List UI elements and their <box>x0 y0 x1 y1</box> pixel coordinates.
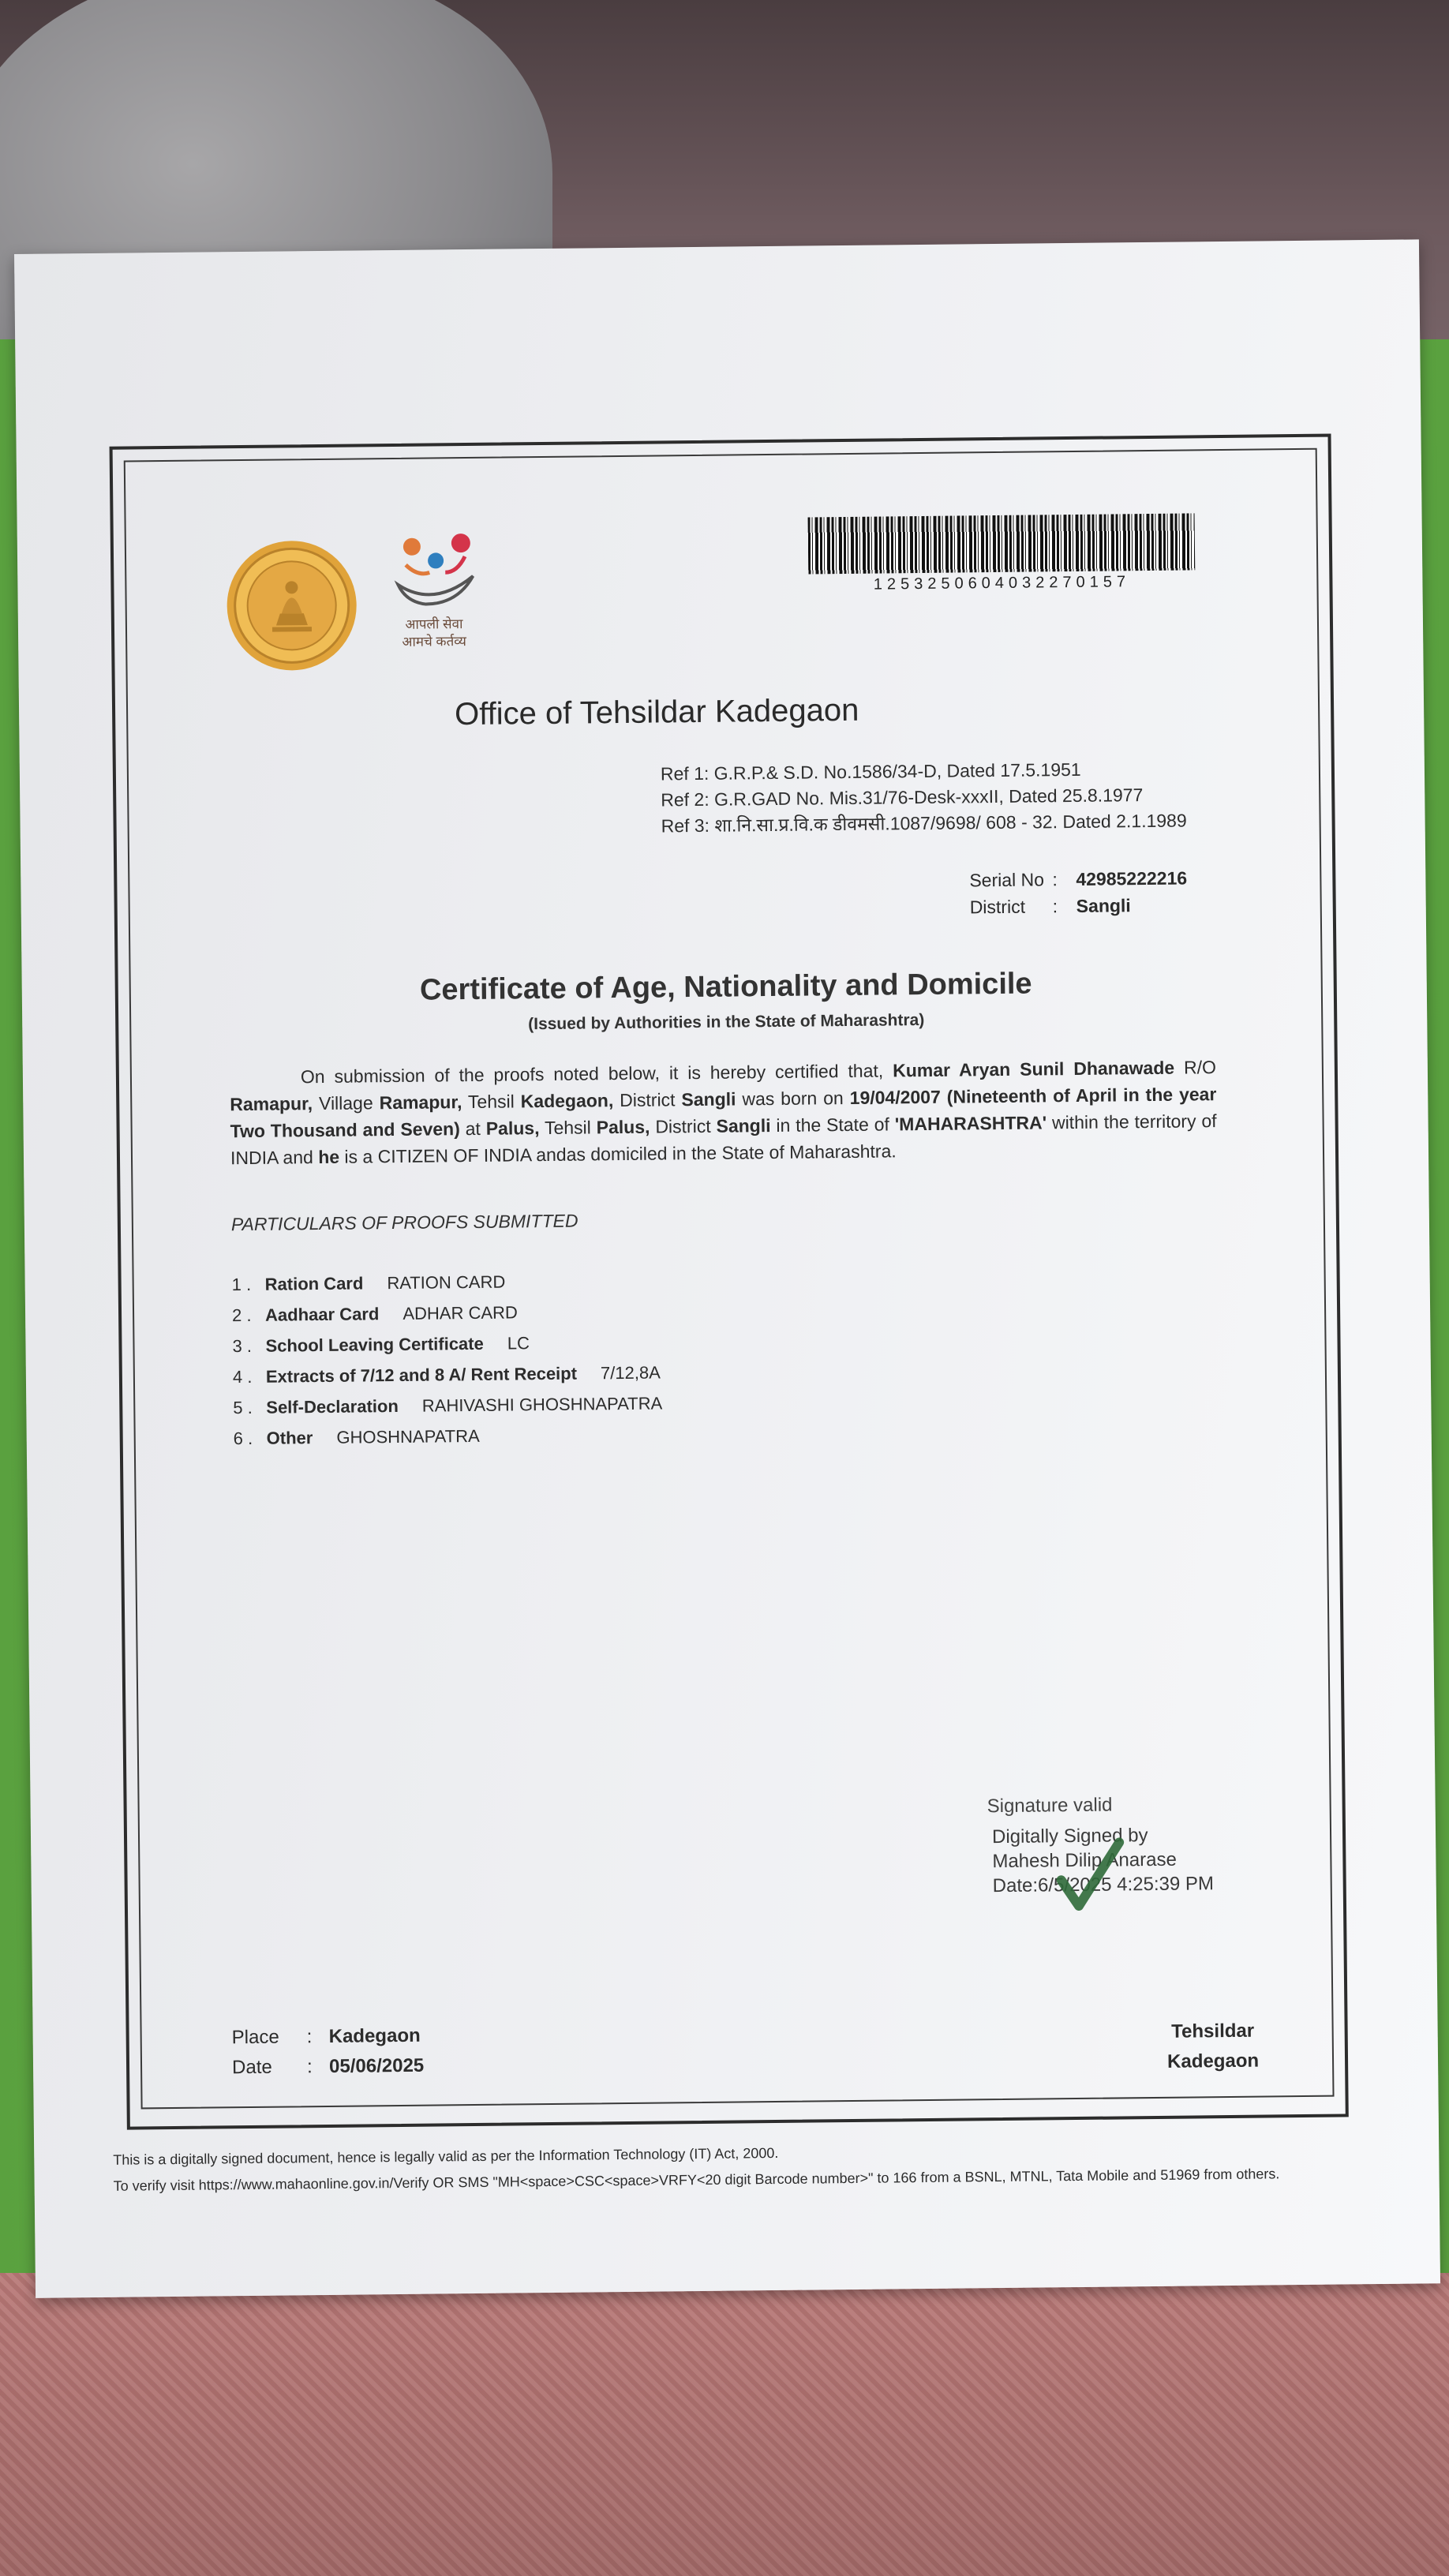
date-of-birth: 19/04/2007 (Nineteenth of April in the year Two Thousand and Seven) <box>230 1084 1217 1142</box>
signatory-block <box>1166 2016 1259 2077</box>
body-text-11: within the territory of INDIA and <box>230 1110 1217 1169</box>
seva-slogan <box>383 616 485 651</box>
body-text-1: On submission of the proofs noted below, it is hereby certified that, <box>300 1060 884 1088</box>
proof-item <box>232 1295 661 1331</box>
proof-value: ADHAR CARD <box>402 1302 518 1324</box>
proof-label: Ration Card <box>264 1273 364 1294</box>
certificate-title: Certificate of Age, Nationality and Domicile <box>419 967 1032 1007</box>
tehsil: Kadegaon, <box>520 1090 614 1112</box>
certificate-border <box>110 434 1349 2130</box>
proofs-heading: PARTICULARS OF PROOFS SUBMITTED <box>230 1210 578 1235</box>
proof-number: 1 . <box>231 1274 252 1295</box>
proof-label: Other <box>266 1428 313 1448</box>
resident-of: Ramapur, <box>230 1093 313 1115</box>
proof-number: 5 . <box>233 1397 253 1418</box>
proof-label: Extracts of 7/12 and 8 A/ Rent Receipt <box>265 1363 578 1387</box>
seva-slogan-line1: आपली सेवा <box>405 616 463 632</box>
district-label: District <box>969 896 1026 918</box>
office-title: Office of Tehsildar Kadegaon <box>454 692 859 732</box>
footer-verify-line: To verify visit https://www.mahaonline.gov.in/Verify OR SMS "MH<space>CSC<space>VRFY<20 digit Barcode number>" to 166 from a BSNL, MTNL, Tata Mobile and 51969 from others. <box>113 2166 1280 2194</box>
signature-line-2: Mahesh Dilip Anarase <box>992 1848 1177 1873</box>
serial-district-block <box>969 864 1187 920</box>
body-text-5: District <box>620 1089 676 1111</box>
verification-footer <box>113 2134 1408 2200</box>
body-text-6: was born on <box>742 1088 844 1110</box>
reference-3: Ref 3: शा.नि.सा.प्र.वि.क डीवमसी.1087/9698/ 608 - 32. Dated 2.1.1989 <box>661 810 1187 837</box>
separator: : <box>1052 896 1058 917</box>
holder-name: Kumar Aryan Sunil Dhanawade <box>893 1057 1175 1081</box>
references <box>661 755 1187 839</box>
proof-value: 7/12,8A <box>600 1362 661 1383</box>
reference-1: Ref 1: G.R.P.& S.D. No.1586/34-D, Dated 17.5.1951 <box>660 758 1081 784</box>
date-value: 05/06/2025 <box>328 2054 425 2077</box>
proof-number: 2 . <box>231 1305 252 1326</box>
background-cloth <box>0 2273 1449 2576</box>
certificate-subtitle: (Issued by Authorities in the State of Maharashtra) <box>528 1010 925 1034</box>
body-text-10: in the State of <box>776 1114 889 1136</box>
proof-value: GHOSHNAPATRA <box>336 1425 480 1447</box>
serial-row <box>969 864 1187 893</box>
serial-value: 42985222216 <box>1076 867 1188 889</box>
place-date-block <box>231 2021 424 2084</box>
date-label: Date <box>231 2056 272 2079</box>
pronoun: he <box>318 1146 340 1168</box>
proof-label: Self-Declaration <box>266 1395 399 1417</box>
separator: : <box>1052 869 1058 890</box>
signature-line-3: Date:6/5/2025 4:25:39 PM <box>992 1873 1215 1897</box>
certificate-body <box>230 1054 1217 1171</box>
signature-line-1: Digitally Signed by <box>991 1825 1148 1848</box>
proof-value: LC <box>507 1333 530 1354</box>
place-value: Kadegaon <box>328 2024 421 2047</box>
proof-value: RAHIVASHI GHOSHNAPATRA <box>421 1393 663 1416</box>
place-label: Place <box>231 2026 279 2049</box>
body-text-4: Tehsil <box>467 1091 515 1113</box>
separator: : <box>306 2056 313 2078</box>
district-value: Sangli <box>1076 895 1131 916</box>
village: Ramapur, <box>379 1091 462 1114</box>
seva-slogan-line2: आमचे कर्तव्य <box>402 634 467 650</box>
place-row <box>231 2021 424 2054</box>
barcode <box>808 513 1196 574</box>
footer-legal-line: This is a digitally signed document, hence is legally valid as per the Information Technology (IT) Act, 2000. <box>113 2144 779 2168</box>
body-text-9: District <box>655 1115 711 1137</box>
seva-hands-icon <box>382 529 485 612</box>
signature-check-icon <box>1054 1836 1126 1915</box>
proof-number: 3 . <box>232 1335 253 1357</box>
birthplace: Palus, <box>485 1118 540 1139</box>
aapli-seva-logo <box>382 529 494 672</box>
body-text-2: R/O <box>1183 1057 1217 1078</box>
state-emblem-icon <box>224 537 360 673</box>
barcode-number: 1253250604032270157 <box>873 573 1131 593</box>
proof-label: Aadhaar Card <box>264 1304 380 1325</box>
serial-label: Serial No <box>969 869 1045 891</box>
proof-number: 4 . <box>232 1366 253 1387</box>
birth-tehsil: Palus, <box>596 1116 650 1138</box>
proof-item <box>234 1418 663 1454</box>
proof-item <box>232 1326 661 1361</box>
signatory-place: Kadegaon <box>1166 2050 1260 2072</box>
body-text-12: is a CITIZEN OF INDIA andas domiciled in the State of Maharashtra. <box>344 1140 897 1167</box>
proof-value: RATION CARD <box>387 1271 506 1294</box>
proof-item <box>231 1264 661 1300</box>
state: 'MAHARASHTRA' <box>894 1112 1047 1135</box>
proof-item <box>233 1357 662 1392</box>
district: Sangli <box>681 1088 736 1110</box>
body-text-7: at <box>465 1118 481 1140</box>
body-text-8: Tehsil <box>544 1117 591 1139</box>
certificate-paper <box>14 239 1440 2297</box>
proof-number: 6 . <box>233 1428 253 1449</box>
district-row <box>970 891 1188 920</box>
separator: : <box>306 2026 313 2048</box>
proof-label: School Leaving Certificate <box>265 1333 484 1356</box>
proof-item <box>233 1387 662 1423</box>
signature-status: Signature valid <box>987 1794 1113 1818</box>
body-text-3: Village <box>318 1092 373 1114</box>
date-row <box>232 2051 425 2084</box>
signatory-title: Tehsildar <box>1171 2020 1255 2042</box>
birth-district: Sangli <box>716 1115 771 1136</box>
reference-2: Ref 2: G.R.GAD No. Mis.31/76-Desk-xxxII, Dated 25.8.1977 <box>661 784 1144 811</box>
proofs-list <box>231 1264 662 1454</box>
